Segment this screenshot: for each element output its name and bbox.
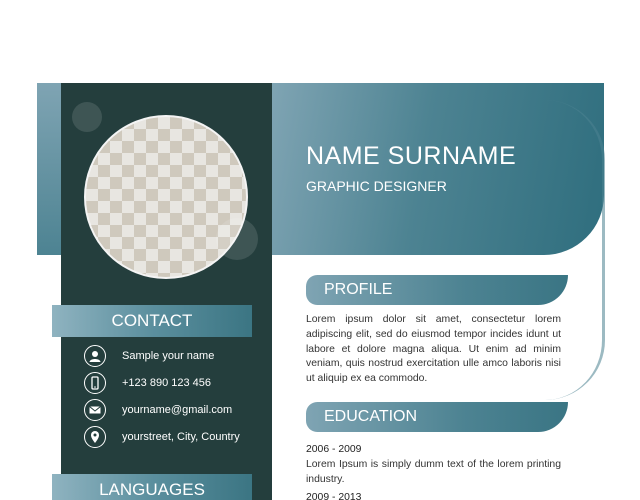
location-icon bbox=[84, 426, 106, 448]
profile-text: Lorem ipsum dolor sit amet, consectetur lorem adipiscing elit, sed do eiusmod tempor incides idunt ut labore et dolore magna aliqua. Ut enim ad minim veniam, quis nostrud exercitation ulle amco laboris nisi ut aliquip ex ea commodo. bbox=[306, 314, 561, 385]
contact-name-text: Sample your name bbox=[122, 350, 215, 362]
education-text-1: Lorem Ipsum is simply dumm text of the lorem printing industry. bbox=[306, 459, 561, 485]
decorative-circle-small bbox=[72, 102, 102, 132]
decorative-circle-large bbox=[216, 218, 258, 260]
profile-heading: PROFILE bbox=[306, 275, 568, 305]
name-title: NAME SURNAME bbox=[306, 142, 517, 170]
education-year-2: 2009 - 2013 bbox=[306, 492, 362, 500]
languages-heading: LANGUAGES bbox=[52, 474, 252, 500]
contact-heading: CONTACT bbox=[52, 305, 252, 337]
education-heading: EDUCATION bbox=[306, 402, 568, 432]
contact-item-address bbox=[84, 426, 264, 453]
contact-item-name bbox=[84, 345, 264, 372]
job-title: GRAPHIC DESIGNER bbox=[306, 178, 447, 194]
contact-email-text: yourname@gmail.com bbox=[122, 404, 233, 416]
contact-list bbox=[84, 345, 264, 453]
contact-address-text: yourstreet, City, Country bbox=[122, 431, 240, 443]
contact-item-phone bbox=[84, 372, 264, 399]
phone-icon bbox=[84, 372, 106, 394]
education-year-1: 2006 - 2009 bbox=[306, 444, 362, 455]
contact-item-email bbox=[84, 399, 264, 426]
contact-phone-text: +123 890 123 456 bbox=[122, 377, 212, 389]
mail-icon bbox=[84, 399, 106, 421]
user-icon bbox=[84, 345, 106, 367]
